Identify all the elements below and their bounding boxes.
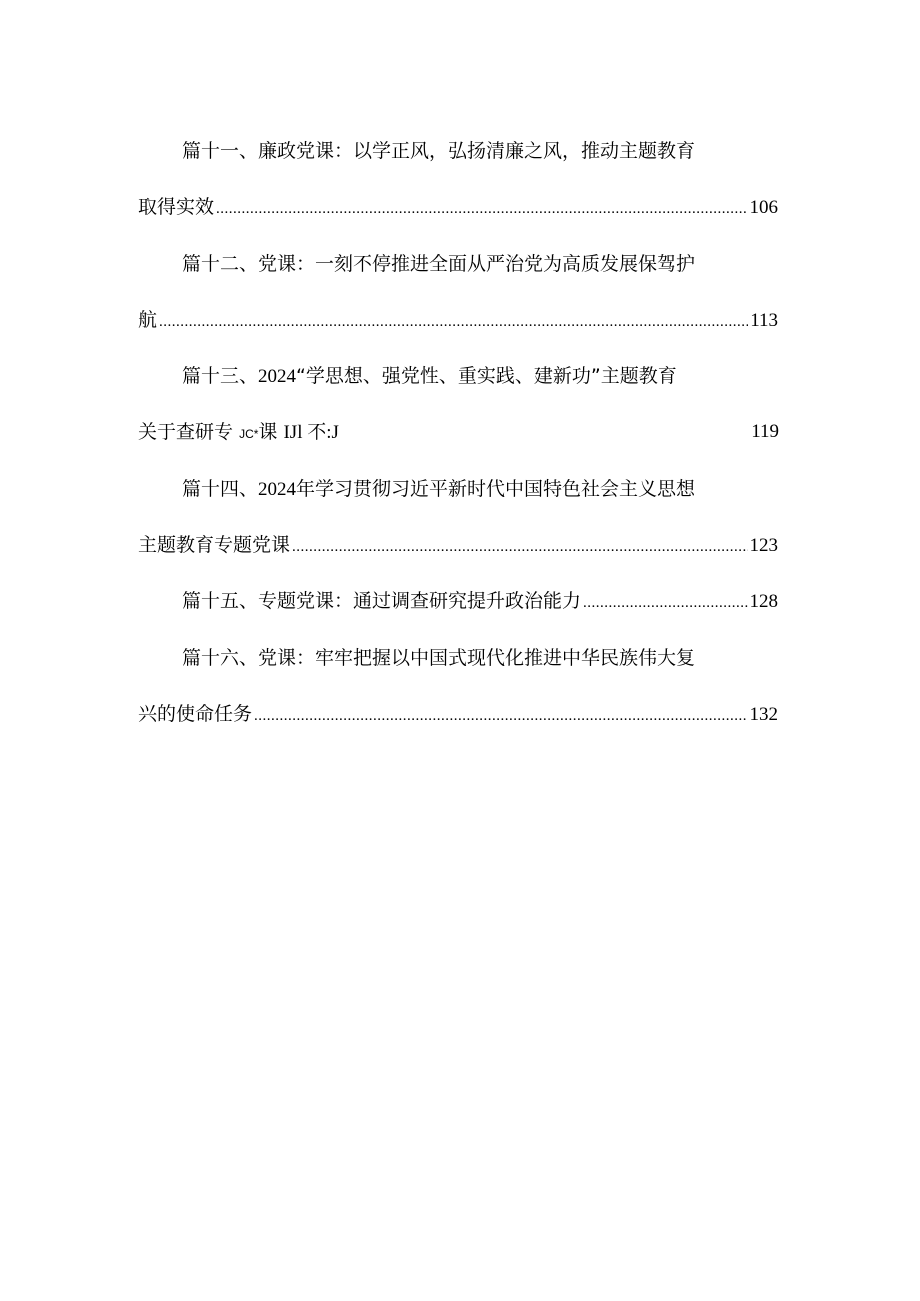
dot-leader (216, 192, 747, 226)
toc-entry-11-line2: 取得实效 (138, 196, 215, 218)
toc-entry-11-leader-line[interactable] (138, 190, 778, 224)
toc-entry-15-line1: 篇十五、专题党课：通过调查研究提升政治能力 (182, 590, 582, 612)
toc-entry-12-title (182, 247, 778, 281)
toc-entry-16-line1: 篇十六、党课：牢牢把握以中国式现代化推进中华民族伟大复 (182, 647, 696, 669)
toc-entry-13-line2-garbled-small: JC* (239, 427, 259, 441)
dot-leader (292, 530, 747, 564)
toc-entry-13-line2-garbled: IJl 不:J (283, 422, 339, 443)
toc-entry-14-rest: 年学习贯彻习近平新时代中国特色社会主义思想 (296, 478, 696, 500)
toc-entry-14-title (182, 472, 778, 506)
toc-entry-11-title (182, 134, 778, 168)
toc-entry-15-leader-line[interactable] (182, 584, 778, 618)
dot-leader (254, 699, 747, 733)
toc-entry-14-prefix: 篇十四、 (182, 478, 259, 500)
toc-entry-11-page: 106 (749, 197, 778, 218)
toc-entry-12-leader-line[interactable] (138, 303, 778, 337)
toc-entry-13-year: 2024 (258, 366, 297, 387)
toc-entry-13-line2-text-b: 课 (258, 421, 278, 443)
toc-entry-14-line2: 主题教育专题党课 (138, 534, 291, 556)
toc-entry-16-line2: 兴的使命任务 (138, 703, 253, 725)
toc-entry-14-leader-line[interactable] (138, 528, 778, 562)
toc-entry-13-rest: “学思想、强党性、重实践、建新功”主题教育 (296, 365, 677, 387)
toc-entry-16-title (182, 641, 778, 675)
toc-entry-12-line2: 航 (138, 309, 158, 331)
dot-leader (159, 305, 748, 339)
toc-entry-14-year: 2024 (258, 479, 297, 500)
toc-entry-13-line2-text: 关于查研专 (138, 421, 234, 443)
toc-entry-13-second-line[interactable] (138, 415, 778, 449)
toc-entry-15-page: 128 (749, 591, 778, 612)
toc-entry-13-page: 119 (751, 421, 779, 442)
toc-entry-16-leader-line[interactable] (138, 697, 778, 731)
toc-entry-13-title (182, 359, 778, 393)
toc-entry-16-page: 132 (749, 704, 778, 725)
toc-entry-14-page: 123 (749, 535, 778, 556)
toc-entry-13-prefix: 篇十三、 (182, 365, 259, 387)
toc-entry-12-line1: 篇十二、党课：一刻不停推进全面从严治党为高质发展保驾护 (182, 253, 696, 275)
toc-entry-12-page: 113 (750, 310, 778, 331)
toc-entry-11-line1: 篇十一、廉政党课：以学正风，弘扬清廉之风，推动主题教育 (182, 140, 696, 162)
dot-leader (583, 586, 747, 620)
